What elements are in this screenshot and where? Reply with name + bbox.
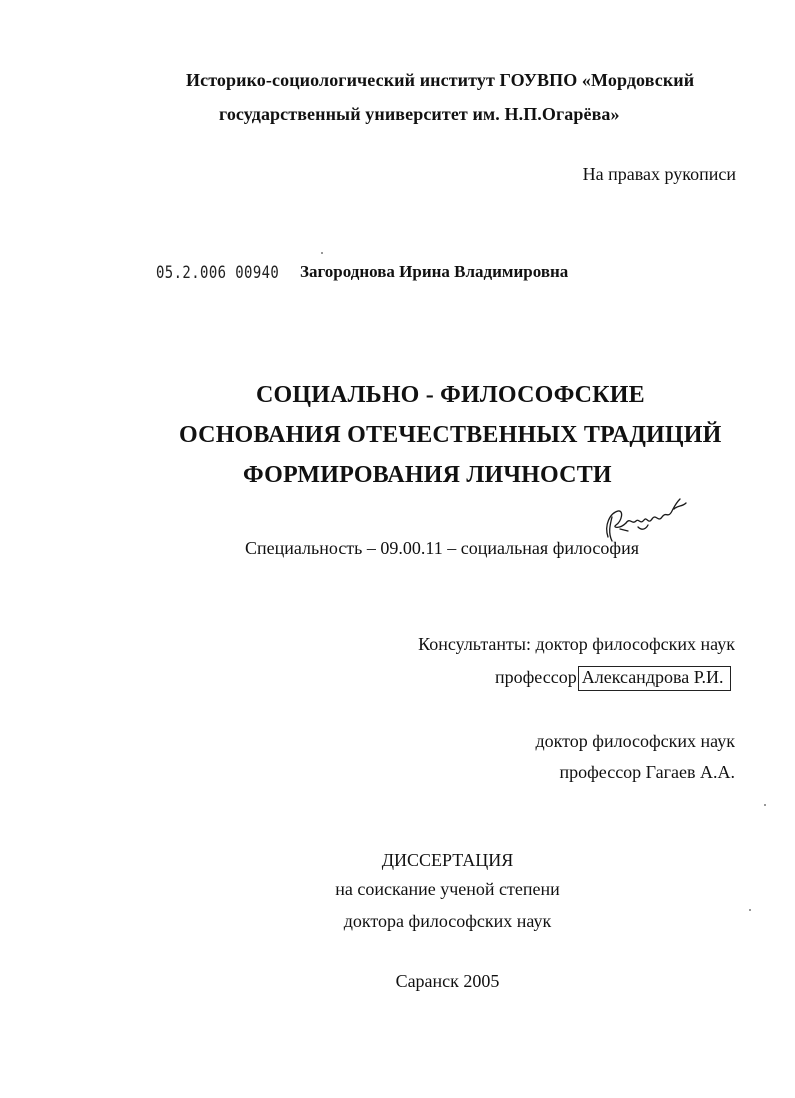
title-line-2: ОСНОВАНИЯ ОТЕЧЕСТВЕННЫХ ТРАДИЦИЙ <box>179 422 722 448</box>
title-line-3: ФОРМИРОВАНИЯ ЛИЧНОСТИ <box>243 462 612 488</box>
thesis-type: ДИССЕРТАЦИЯ <box>381 850 514 870</box>
scan-speck <box>321 252 323 254</box>
consultant-1-name-box: Александрова Р.И. <box>578 666 731 691</box>
scan-speck <box>764 804 766 806</box>
institute-line-1: Историко-социологический институт ГОУВПО «Мордовский <box>186 70 695 90</box>
title-line-1: СОЦИАЛЬНО - ФИЛОСОФСКИЕ <box>256 382 645 408</box>
author-name: Загороднова Ирина Владимировна <box>300 262 569 281</box>
consultants-label: Консультанты: доктор философских наук <box>418 634 735 654</box>
consultant-1 <box>495 666 731 691</box>
thesis-degree: доктора философских наук <box>343 911 552 931</box>
consultant-2-degree: доктор философских наук <box>535 731 735 751</box>
registration-code: 05.2.006 00940 <box>156 263 280 283</box>
thesis-purpose: на соискание ученой степени <box>335 879 560 899</box>
scan-speck <box>749 909 751 911</box>
manuscript-note: На правах рукописи <box>582 164 736 184</box>
city-year: Саранск 2005 <box>395 971 500 991</box>
consultant-1-title: профессор <box>495 667 577 687</box>
institute-line-2: государственный университет им. Н.П.Огарёва» <box>219 104 620 124</box>
specialty-line: Специальность – 09.00.11 – социальная философия <box>245 538 639 558</box>
consultant-2: профессор Гагаев А.А. <box>559 762 735 782</box>
